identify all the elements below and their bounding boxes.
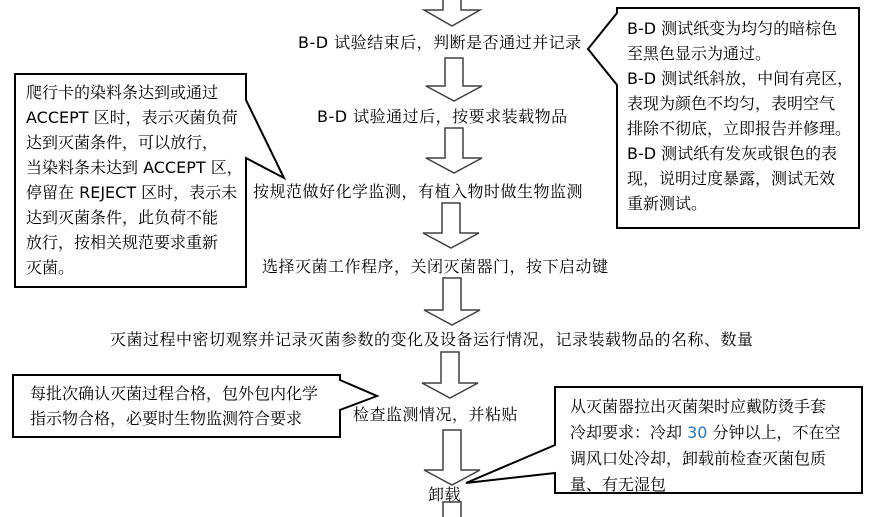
flow-arrow-icon-6 xyxy=(422,352,478,398)
callout-line: 现，说明过度暴露，测试无效 xyxy=(627,169,836,188)
flow-arrow-icon-3 xyxy=(426,128,482,173)
callout-line: 当染料条未达到 ACCEPT 区， xyxy=(26,158,243,177)
callout-line: 量、有无湿包 xyxy=(570,475,667,494)
flow-step-3: 按规范做好化学监测，有植入物时做生物监测 xyxy=(253,182,584,201)
callout-line: 达到灭菌条件，此负荷不能 xyxy=(26,208,219,227)
callout-line: 表现为颜色不均匀，表明空气 xyxy=(627,94,836,113)
callout-line-segment: 冷却要求：冷却 xyxy=(570,423,688,442)
callout-line: 至黑色显示为通过。 xyxy=(627,44,772,63)
flow-step-1: B-D 试验结束后，判断是否通过并记录 xyxy=(298,33,582,52)
flow-step-4: 选择灭菌工作程序，关闭灭菌器门，按下启动键 xyxy=(262,257,609,276)
callout-line: 停留在 REJECT 区时，表示未 xyxy=(26,183,238,202)
flow-step-7: 卸载 xyxy=(428,485,462,504)
callout-bottom-left xyxy=(30,381,318,431)
callout-line: B-D 测试纸变为均匀的暗棕色 xyxy=(627,19,838,38)
callout-top-right xyxy=(627,16,853,216)
flow-arrow-icon-5 xyxy=(424,278,480,325)
callout-line: 放行，按相关规范要求重新 xyxy=(26,233,219,252)
callout-line: 每批次确认灭菌过程合格，包外包内化学 xyxy=(30,384,319,403)
callout-top-left xyxy=(26,80,243,280)
callout-line: 重新测试。 xyxy=(627,194,708,213)
flow-step-6: 检查监测情况，并粘贴 xyxy=(353,405,519,424)
flow-step-5: 灭菌过程中密切观察并记录灭菌参数的变化及设备运行情况，记录装载物品的名称、数量 xyxy=(110,330,754,349)
callout-line: B-D 测试纸有发灰或银色的表 xyxy=(627,144,838,163)
flow-arrow-icon-4 xyxy=(423,203,479,248)
callout-line-segment: 分钟以上，不在空 xyxy=(707,423,841,442)
callout-line: 爬行卡的染料条达到或通过 xyxy=(26,83,219,102)
callout-line: 调风口处冷却，卸载前检查灭菌包质 xyxy=(570,449,827,468)
callout-line: 达到灭菌条件，可以放行， xyxy=(26,133,219,152)
callout-line: 灭菌。 xyxy=(26,258,75,277)
callout-line: 指示物合格，必要时生物监测符合要求 xyxy=(30,409,303,428)
callout-line: 排除不彻底，立即报告并修理。 xyxy=(627,119,852,138)
callout-bottom-right xyxy=(570,394,841,498)
callout-line xyxy=(570,420,841,446)
callout-line: B-D 测试纸斜放，中间有亮区， xyxy=(627,69,854,88)
callout-line: 从灭菌器拉出灭菌架时应戴防烫手套 xyxy=(570,397,827,416)
cooling-minutes-value: 30 xyxy=(687,423,708,442)
flow-arrow-icon-7 xyxy=(424,430,480,485)
flow-arrow-icon-1 xyxy=(424,0,480,26)
flow-step-2: B-D 试验通过后，按要求装载物品 xyxy=(317,107,568,126)
flow-arrow-icon-2 xyxy=(426,58,482,101)
callout-line: ACCEPT 区时，表示灭菌负荷 xyxy=(26,108,238,127)
